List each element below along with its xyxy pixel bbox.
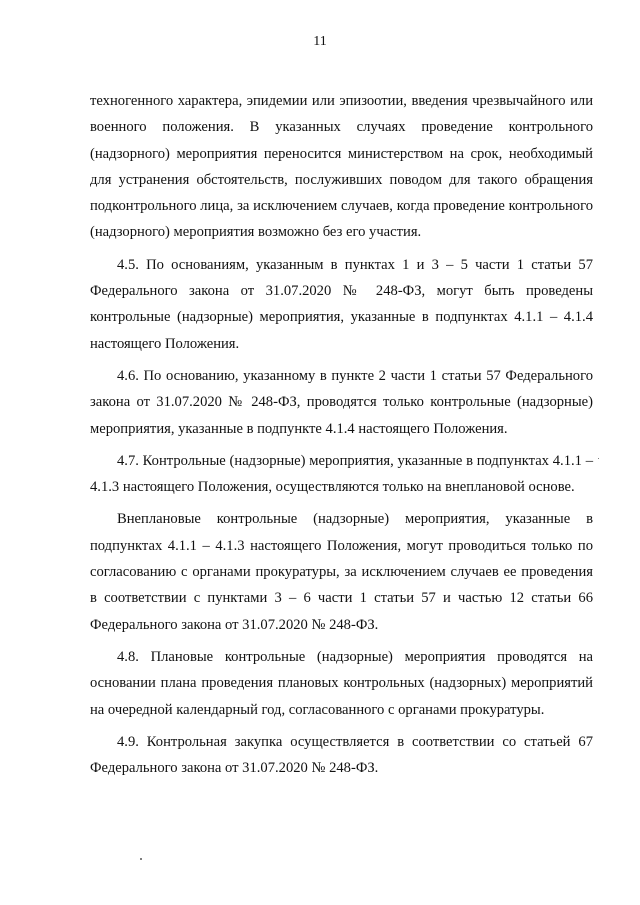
scan-speck: [140, 858, 142, 860]
paragraph-4-6: 4.6. По основанию, указанному в пункте 2 части 1 статьи 57 Федерального закона от 31.07.2020 № 248-ФЗ, проводятся только контрольные (надзорные) мероприятия, указанные в подпункте 4.1.4 настоящего Положения.: [90, 367, 593, 437]
document-body: [90, 88, 593, 781]
scan-speck: [598, 458, 599, 459]
paragraph-4-8: 4.8. Плановые контрольные (надзорные) мероприятия проводятся на основании плана проведения плановых контрольных (надзорных) мероприятий на очередной календарный год, согласованного с органами прокуратуры.: [90, 648, 593, 718]
paragraph-4-5: 4.5. По основаниям, указанным в пунктах 1 и 3 – 5 части 1 статьи 57 Федерального закона от 31.07.2020 № 248-ФЗ, могут быть проведены контрольные (надзорные) мероприятия, указанные в подпунктах 4.1.1 – 4.1.4 настоящего Положения.: [90, 256, 593, 352]
paragraph-continuation: техногенного характера, эпидемии или эпизоотии, введения чрезвычайного или военного положения. В указанных случаях проведение контрольного (надзорного) мероприятия переносится министерством на срок, необходимый для устранения обстоятельств, послуживших поводом для такого обращения подконтрольного лица, за исключением случаев, когда проведение контрольного (надзорного) мероприятия возможно без его участия.: [90, 93, 593, 241]
paragraph-4-7: 4.7. Контрольные (надзорные) мероприятия, указанные в подпунктах 4.1.1 – 4.1.3 настоящего Положения, осуществляются только на внеплановой основе.: [90, 452, 593, 496]
page-number: 11: [313, 34, 327, 49]
paragraph-unscheduled-inspections: Внеплановые контрольные (надзорные) мероприятия, указанные в подпунктах 4.1.1 – 4.1.3 настоящего Положения, могут проводиться только по согласованию с органами прокуратуры, за исключением случаев ее проведения в соответствии с пунктами 3 – 6 части 1 статьи 57 и частью 12 статьи 66 Федерального закона от 31.07.2020 № 248-ФЗ.: [90, 511, 593, 633]
paragraph-4-9: 4.9. Контрольная закупка осуществляется в соответствии со статьей 67 Федерального закона от 31.07.2020 № 248-ФЗ.: [90, 733, 593, 777]
